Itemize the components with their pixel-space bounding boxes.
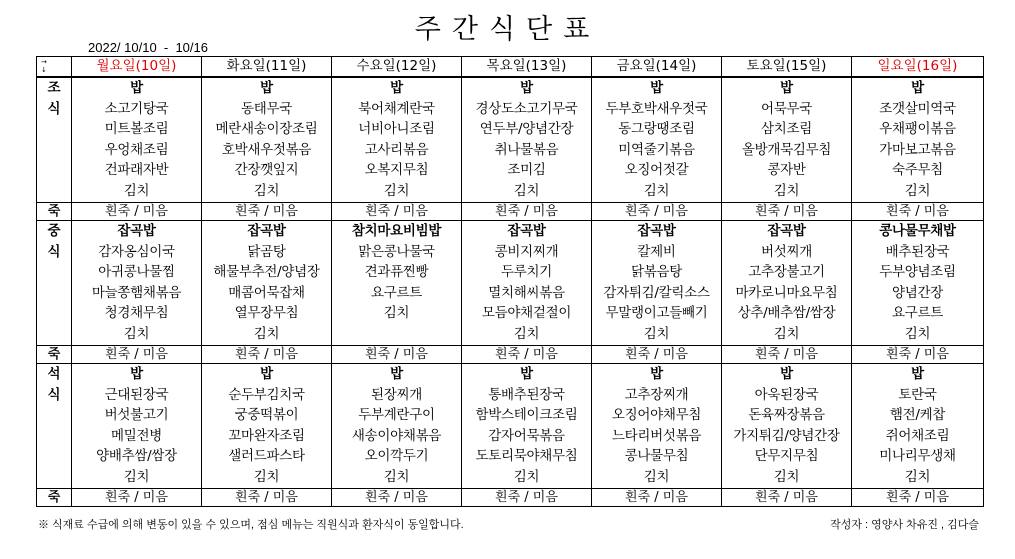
porridge-cell: 흰죽 / 미음 — [592, 489, 722, 507]
menu-item: 김치 — [773, 468, 800, 485]
menu-item: 김치 — [513, 182, 540, 199]
menu-item: 버섯찌개 — [761, 243, 812, 260]
menu-item: 마늘쫑햄채볶음 — [91, 284, 182, 301]
meal-row — [37, 77, 984, 203]
menu-item: 닭볶음탕 — [631, 264, 682, 281]
meal-row — [37, 221, 984, 346]
menu-item: 감자튀김/칼릭소스 — [603, 284, 710, 301]
menu-item: 콩비지찌개 — [494, 243, 559, 260]
menu-item: 메밀전병 — [111, 427, 162, 444]
day-header: 목요일(13일) — [462, 57, 592, 78]
menu-item: 미트볼조림 — [104, 121, 169, 138]
menu-item: 소고기탕국 — [104, 100, 169, 117]
menu-rice-item: 콩나물무채밥 — [879, 223, 956, 239]
menu-item: 햄전/케찹 — [889, 407, 946, 424]
menu-item: 북어채계란국 — [358, 100, 435, 117]
menu-item: 우엉채조림 — [104, 141, 169, 158]
menu-item: 조갯살미역국 — [879, 100, 956, 117]
menu-cell — [202, 221, 332, 346]
menu-item: 콩자반 — [767, 162, 806, 179]
menu-rice-item: 밥 — [520, 366, 533, 382]
date-range: 2022/ 10/10 - 10/16 — [88, 40, 208, 55]
menu-item: 열무장무침 — [234, 305, 299, 322]
menu-item: 함박스테이크조림 — [475, 407, 578, 424]
porridge-cell: 흰죽 / 미음 — [852, 203, 984, 221]
menu-item — [332, 324, 461, 345]
menu-item: 숙주무침 — [892, 162, 943, 179]
menu-rice-item: 밥 — [650, 366, 663, 382]
menu-item: 감자어묵볶음 — [488, 427, 565, 444]
menu-table — [36, 56, 984, 507]
meal-label — [37, 364, 72, 489]
menu-item: 김치 — [643, 182, 670, 199]
menu-item: 궁중떡볶이 — [234, 407, 299, 424]
porridge-cell: 흰죽 / 미음 — [332, 346, 462, 364]
menu-item: 오징어야채무침 — [611, 407, 702, 424]
menu-item: 고추장불고기 — [748, 264, 825, 281]
menu-rice-item: 밥 — [650, 80, 663, 96]
menu-rice-item: 잡곡밥 — [767, 223, 806, 239]
porridge-cell: 흰죽 / 미음 — [722, 489, 852, 507]
menu-rice-item: 밥 — [130, 80, 143, 96]
day-header: 일요일(16일) — [852, 57, 984, 78]
menu-item: 고추장찌개 — [624, 386, 689, 403]
porridge-cell: 흰죽 / 미음 — [72, 489, 202, 507]
menu-cell — [592, 221, 722, 346]
menu-cell — [72, 221, 202, 346]
menu-item: 김치 — [123, 182, 150, 199]
menu-rice-item: 밥 — [911, 366, 924, 382]
menu-cell — [722, 221, 852, 346]
menu-item: 감자옹심이국 — [98, 243, 175, 260]
menu-item: 매콤어묵잡채 — [228, 284, 305, 301]
menu-item: 닭곰탕 — [247, 243, 286, 260]
menu-cell — [852, 364, 984, 489]
menu-item: 아욱된장국 — [754, 386, 819, 403]
menu-item: 김치 — [643, 468, 670, 485]
porridge-row — [37, 346, 984, 364]
porridge-row — [37, 203, 984, 221]
menu-item: 샐러드파스타 — [228, 448, 305, 465]
porridge-cell: 흰죽 / 미음 — [462, 489, 592, 507]
menu-item: 가마보고볶음 — [879, 141, 956, 158]
porridge-cell: 흰죽 / 미음 — [852, 346, 984, 364]
menu-item: 오이깍두기 — [364, 448, 429, 465]
menu-item: 도토리묵야채무침 — [475, 448, 578, 465]
menu-item: 가지튀김/양념간장 — [733, 427, 840, 444]
menu-rice-item: 잡곡밥 — [117, 223, 156, 239]
menu-item: 배추된장국 — [885, 243, 950, 260]
footnote: ※ 식재료 수급에 의해 변동이 있을 수 있으며, 점심 메뉴는 직원식과 환자식이 동일합니다. — [38, 519, 464, 531]
menu-item: 모듬야채겉절이 — [481, 305, 572, 322]
menu-item: 요구르트 — [371, 284, 422, 301]
menu-item: 김치 — [253, 325, 280, 342]
meal-label-text: 중식 — [47, 223, 61, 260]
menu-item: 경상도소고기무국 — [475, 100, 578, 117]
menu-cell — [72, 77, 202, 203]
menu-item: 요구르트 — [892, 305, 943, 322]
menu-item: 아귀콩나물찜 — [98, 264, 175, 281]
menu-item: 김치 — [513, 325, 540, 342]
day-header: 금요일(14일) — [592, 57, 722, 78]
porridge-label: 죽 — [37, 203, 72, 221]
porridge-cell: 흰죽 / 미음 — [202, 203, 332, 221]
menu-item: 된장찌개 — [371, 386, 422, 403]
menu-cell — [202, 77, 332, 203]
menu-item: 두부계란구이 — [358, 407, 435, 424]
menu-item: 김치 — [773, 325, 800, 342]
menu-item: 해물부추전/양념장 — [213, 264, 320, 281]
menu-item: 취나물볶음 — [494, 141, 559, 158]
menu-item: 미역줄기볶음 — [618, 141, 695, 158]
menu-item: 간장깻잎지 — [234, 162, 299, 179]
menu-item: 김치 — [773, 182, 800, 199]
day-header: 수요일(12일) — [332, 57, 462, 78]
menu-rice-item: 밥 — [780, 366, 793, 382]
menu-item: 동태무국 — [241, 100, 292, 117]
menu-cell — [202, 364, 332, 489]
menu-item: 건파래자반 — [104, 162, 169, 179]
menu-item: 김치 — [383, 182, 410, 199]
porridge-cell: 흰죽 / 미음 — [462, 203, 592, 221]
menu-item: 버섯불고기 — [104, 407, 169, 424]
day-header: 토요일(15일) — [722, 57, 852, 78]
menu-item: 두부양념조림 — [879, 264, 956, 281]
menu-item: 양념간장 — [892, 284, 943, 301]
menu-item: 김치 — [253, 468, 280, 485]
menu-item: 김치 — [904, 182, 931, 199]
menu-item: 김치 — [513, 468, 540, 485]
menu-item: 마카로니마요무침 — [735, 284, 838, 301]
header-row — [37, 57, 984, 78]
porridge-cell: 흰죽 / 미음 — [722, 203, 852, 221]
menu-item: 조미김 — [507, 162, 546, 179]
menu-item: 오복지무침 — [364, 162, 429, 179]
menu-item: 동그랑땡조림 — [618, 121, 695, 138]
menu-item: 고사리볶음 — [364, 141, 429, 158]
menu-cell — [852, 221, 984, 346]
menu-item: 토란국 — [898, 386, 937, 403]
menu-item: 김치 — [904, 468, 931, 485]
meal-label — [37, 221, 72, 346]
menu-item: 통배추된장국 — [488, 386, 565, 403]
porridge-label: 죽 — [37, 346, 72, 364]
menu-rice-item: 밥 — [390, 80, 403, 96]
porridge-cell: 흰죽 / 미음 — [332, 489, 462, 507]
menu-item: 올방개묵김무침 — [741, 141, 832, 158]
menu-item: 멸치해씨볶음 — [488, 284, 565, 301]
meal-row — [37, 364, 984, 489]
menu-item: 어묵무국 — [761, 100, 812, 117]
menu-item: 양배추쌈/쌈장 — [96, 448, 177, 465]
meal-label-text: 조식 — [47, 80, 61, 117]
porridge-cell: 흰죽 / 미음 — [462, 346, 592, 364]
menu-item: 무말랭이고들빼기 — [605, 305, 708, 322]
menu-rice-item: 밥 — [260, 80, 273, 96]
menu-rice-item: 밥 — [520, 80, 533, 96]
menu-cell — [852, 77, 984, 203]
porridge-cell: 흰죽 / 미음 — [592, 346, 722, 364]
menu-rice-item: 밥 — [390, 366, 403, 382]
corner-arrow-icon: → — [41, 58, 47, 66]
menu-item: 순두부김치국 — [228, 386, 305, 403]
menu-item: 칼제비 — [637, 243, 676, 260]
porridge-cell: 흰죽 / 미음 — [722, 346, 852, 364]
menu-item: 메란새송이장조림 — [215, 121, 318, 138]
menu-item: 견과퓨찐빵 — [364, 264, 429, 281]
menu-item: 새송이야채볶음 — [351, 427, 442, 444]
menu-item: 맑은콩나물국 — [358, 243, 435, 260]
menu-item: 호박새우젓볶음 — [221, 141, 312, 158]
menu-cell — [72, 364, 202, 489]
menu-rice-item: 밥 — [130, 366, 143, 382]
menu-item: 상추/배추쌈/쌈장 — [737, 305, 836, 322]
author-note: 작성자 : 영양사 차유진 , 김다슬 — [830, 519, 979, 531]
menu-item: 오징어젓갈 — [624, 162, 689, 179]
menu-item: 삼치조림 — [761, 121, 812, 138]
menu-item: 김치 — [383, 305, 410, 322]
menu-rice-item: 밥 — [780, 80, 793, 96]
menu-item: 느타리버섯볶음 — [611, 427, 702, 444]
meal-label — [37, 77, 72, 203]
menu-item: 김치 — [904, 325, 931, 342]
menu-item: 쥐어채조림 — [885, 427, 950, 444]
menu-item: 김치 — [253, 182, 280, 199]
menu-item: 김치 — [383, 468, 410, 485]
menu-cell — [332, 77, 462, 203]
menu-item: 너비아니조림 — [358, 121, 435, 138]
menu-rice-item: 잡곡밥 — [637, 223, 676, 239]
menu-item: 미나리무생채 — [879, 448, 956, 465]
menu-item: 두루치기 — [501, 264, 552, 281]
menu-cell — [462, 221, 592, 346]
menu-item: 근대된장국 — [104, 386, 169, 403]
menu-rice-item: 잡곡밥 — [247, 223, 286, 239]
menu-item: 김치 — [123, 325, 150, 342]
menu-item: 돈육짜장볶음 — [748, 407, 825, 424]
menu-item: 단무지무침 — [754, 448, 819, 465]
menu-cell — [592, 77, 722, 203]
porridge-cell: 흰죽 / 미음 — [852, 489, 984, 507]
menu-rice-item: 밥 — [260, 366, 273, 382]
porridge-label: 죽 — [37, 489, 72, 507]
menu-rice-item: 밥 — [911, 80, 924, 96]
menu-cell — [462, 77, 592, 203]
meal-label-text: 석식 — [47, 366, 61, 403]
porridge-cell: 흰죽 / 미음 — [72, 203, 202, 221]
menu-item: 두부호박새우젓국 — [605, 100, 708, 117]
menu-item: 우채팽이볶음 — [879, 121, 956, 138]
menu-item: 콩나물무침 — [624, 448, 689, 465]
menu-cell — [332, 221, 462, 346]
menu-cell — [722, 77, 852, 203]
menu-item: 청경채무침 — [104, 305, 169, 322]
menu-rice-item: 참치마요비빔밥 — [351, 223, 442, 239]
corner-cell — [37, 57, 72, 78]
menu-item: 연두부/양념간장 — [479, 121, 574, 138]
porridge-cell: 흰죽 / 미음 — [332, 203, 462, 221]
page-title: 주간식단표 — [414, 14, 601, 45]
corner-arrow-icon: ↓ — [41, 66, 47, 74]
menu-item: 김치 — [643, 325, 670, 342]
porridge-cell: 흰죽 / 미음 — [202, 489, 332, 507]
menu-cell — [332, 364, 462, 489]
menu-cell — [462, 364, 592, 489]
porridge-cell: 흰죽 / 미음 — [72, 346, 202, 364]
day-header: 월요일(10일) — [72, 57, 202, 78]
menu-item: 꼬마완자조림 — [228, 427, 305, 444]
day-header: 화요일(11일) — [202, 57, 332, 78]
menu-cell — [722, 364, 852, 489]
porridge-cell: 흰죽 / 미음 — [592, 203, 722, 221]
porridge-row — [37, 489, 984, 507]
menu-rice-item: 잡곡밥 — [507, 223, 546, 239]
menu-cell — [592, 364, 722, 489]
porridge-cell: 흰죽 / 미음 — [202, 346, 332, 364]
menu-item: 김치 — [123, 468, 150, 485]
